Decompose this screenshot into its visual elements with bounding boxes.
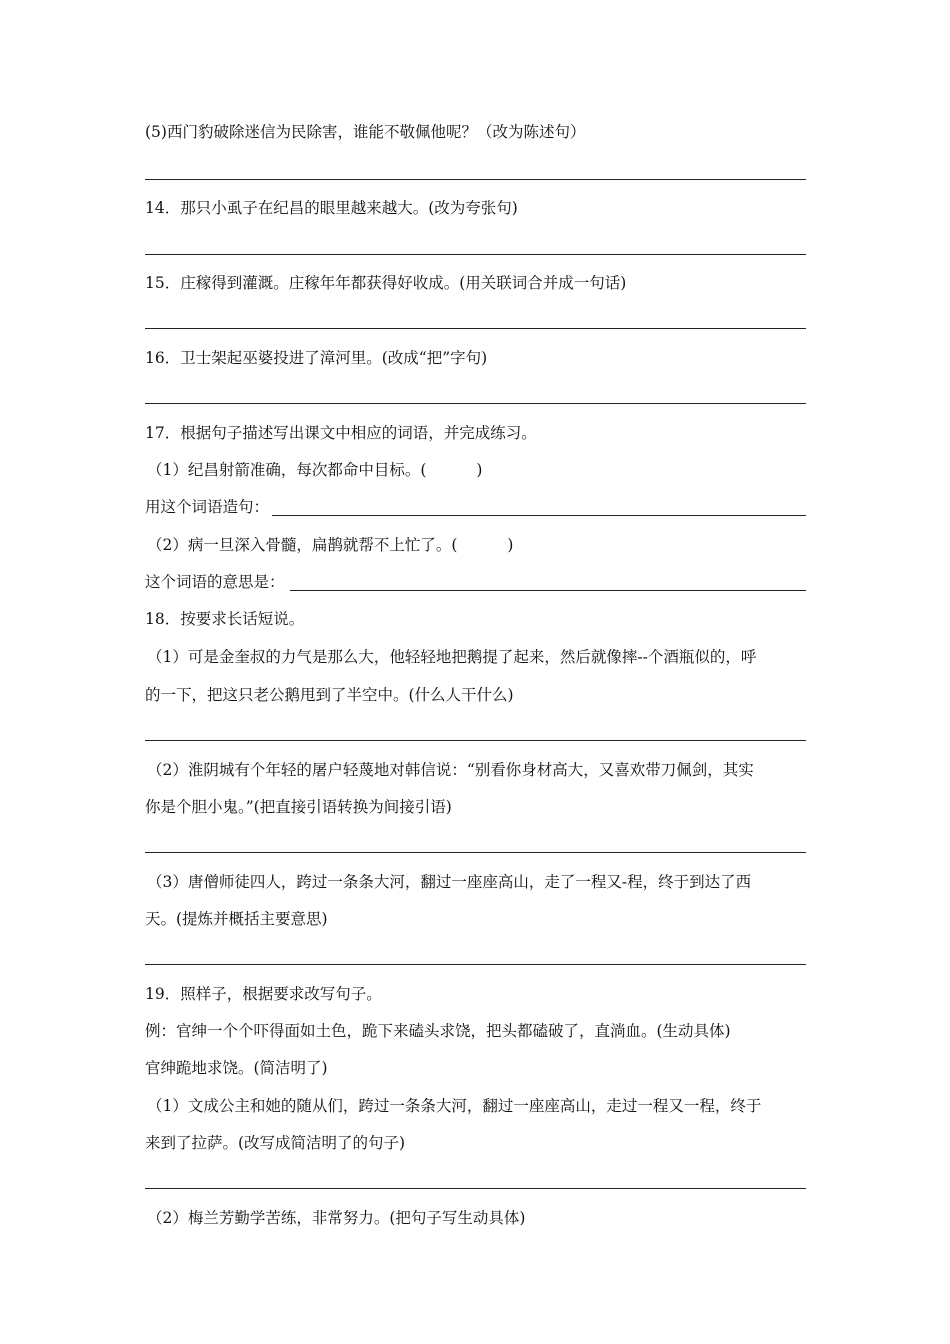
example-sentence: 例：官绅一个个吓得面如土色，跪下来磕头求饶，把头都磕破了，直淌血。(生动具体)	[145, 1022, 731, 1040]
question-18-title: 18．按要求长话短说。	[145, 610, 305, 628]
question-16: 16．卫士架起巫婆投进了漳河里。(改成“把”字句)	[145, 349, 488, 367]
item-text: （1）纪昌射箭准确，每次都命中目标。(	[147, 461, 427, 479]
answer-line[interactable]	[145, 328, 806, 329]
answer-line[interactable]	[290, 590, 806, 591]
question-15: 15．庄稼得到灌溉。庄稼年年都获得好收成。(用关联词合并成一句话)	[145, 274, 627, 292]
close-paren: )	[507, 536, 514, 554]
question-14: 14．那只小虱子在纪昌的眼里越来越大。(改为夸张句)	[145, 199, 518, 217]
example-result: 官绅跪地求饶。(简洁明了)	[145, 1059, 328, 1077]
meaning-label: 这个词语的意思是：	[145, 573, 285, 591]
answer-line[interactable]	[145, 852, 806, 853]
question-18-item-2-line-1: （2）淮阴城有个年轻的屠户轻蔑地对韩信说：“别看你身材高大，又喜欢带刀佩剑，其实	[147, 761, 754, 779]
answer-line[interactable]	[145, 1188, 806, 1189]
question-13-5: (5)西门豹破除迷信为民除害，谁能不敬佩他呢？（改为陈述句）	[145, 123, 586, 141]
question-17-item-2	[147, 535, 513, 555]
close-paren: )	[476, 461, 483, 479]
question-18-item-1-line-1: （1）可是金奎叔的力气是那么大，他轻轻地把鹅提了起来，然后就像摔--个酒瓶似的，呼	[147, 648, 757, 666]
answer-line[interactable]	[145, 403, 806, 404]
question-17-item-1	[147, 460, 482, 480]
question-17-title: 17．根据句子描述写出课文中相应的词语，并完成练习。	[145, 424, 537, 442]
answer-line[interactable]	[145, 254, 806, 255]
answer-line[interactable]	[145, 964, 806, 965]
question-18-item-2-line-2: 你是个胆小鬼。”(把直接引语转换为间接引语)	[145, 798, 452, 816]
answer-line[interactable]	[272, 515, 806, 516]
item-text: （2）病一旦深入骨髓，扁鹊就帮不上忙了。(	[147, 536, 458, 554]
question-18-item-1-line-2: 的一下，把这只老公鹅甩到了半空中。(什么人干什么)	[145, 686, 514, 704]
question-19-title: 19．照样子，根据要求改写句子。	[145, 985, 382, 1003]
make-sentence-label: 用这个词语造句：	[145, 498, 270, 516]
question-18-item-3-line-2: 天。(提炼并概括主要意思)	[145, 910, 328, 928]
answer-line[interactable]	[145, 740, 806, 741]
question-18-item-3-line-1: （3）唐僧师徒四人，跨过一条条大河，翻过一座座高山，走了一程又-程，终于到达了西	[147, 873, 752, 891]
answer-line[interactable]	[145, 179, 806, 180]
question-19-item-2: （2）梅兰芳勤学苦练，非常努力。(把句子写生动具体)	[147, 1209, 526, 1227]
question-19-item-1-line-1: （1）文成公主和她的随从们，跨过一条条大河，翻过一座座高山，走过一程又一程，终于	[147, 1097, 762, 1115]
question-19-item-1-line-2: 来到了拉萨。(改写成简洁明了的句子)	[145, 1134, 406, 1152]
